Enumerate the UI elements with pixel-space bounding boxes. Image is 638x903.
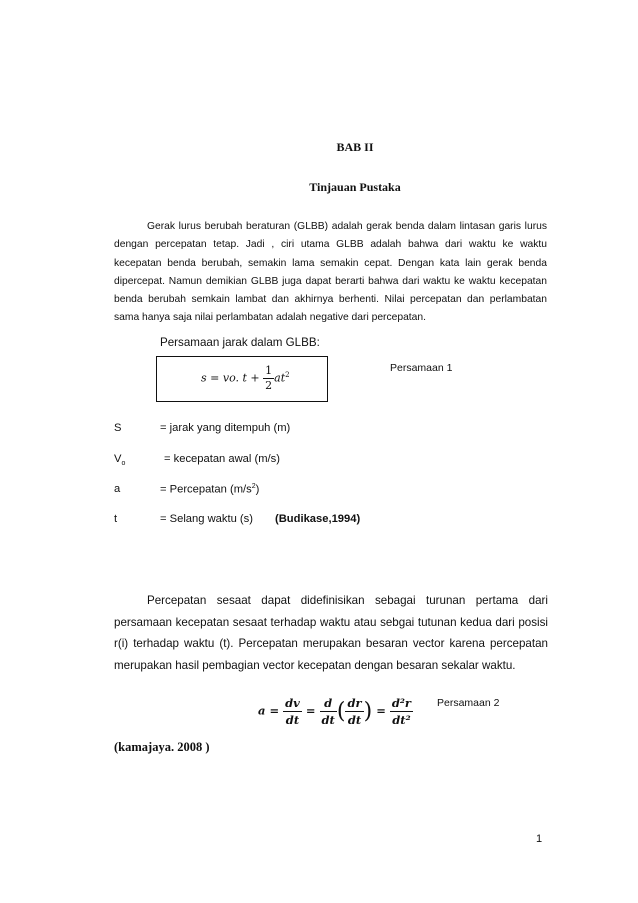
equation-2-left-paren: ( — [336, 699, 346, 724]
definition-description: = jarak yang ditempuh (m) — [160, 422, 291, 434]
equation-2-denominator: dt — [285, 713, 300, 727]
equation-2-numerator: dr — [347, 696, 362, 710]
definition-symbol-letter: V — [114, 453, 122, 465]
equation-2-equals: = — [305, 703, 316, 718]
definition-description — [160, 483, 259, 496]
equation-2-fraction — [283, 695, 302, 728]
definition-symbol: S — [114, 422, 122, 434]
equation-2-numerator: dv — [285, 696, 300, 710]
equation-1-exponent: 2 — [285, 370, 290, 379]
equation-1 — [201, 364, 290, 393]
chapter-title: BAB II — [336, 140, 374, 154]
equation-2-fraction — [320, 695, 337, 728]
equation-2-right-paren: ) — [363, 699, 373, 724]
equation-1-denominator: 2 — [265, 379, 273, 392]
section-title: Tinjauan Pustaka — [309, 180, 401, 194]
paragraph-percepatan — [114, 590, 548, 676]
equation-1-numerator: 1 — [265, 364, 273, 377]
equation-2-lhs: a = — [258, 703, 280, 718]
definition-description-tail: ) — [255, 483, 260, 496]
equation-2-numerator: d — [320, 695, 337, 712]
equation-2-denominator: dt — [321, 713, 335, 727]
equation-2-fraction — [345, 695, 363, 728]
equation-1-label: Persamaan 1 — [390, 362, 453, 374]
equation-2-denominator: dt² — [392, 713, 411, 727]
definition-unit-exponent: 2 — [251, 483, 256, 490]
equation-1-fraction — [263, 364, 274, 393]
equation-1-box — [156, 356, 328, 402]
equation-2-numerator: d²r — [391, 696, 411, 710]
definition-description: = Selang waktu (s) — [160, 513, 253, 525]
citation: (Budikase,1994) — [275, 513, 361, 525]
paragraph-glbb — [114, 218, 547, 328]
equation-2-denominator: dt — [347, 713, 362, 727]
equation-2-fraction — [390, 695, 413, 728]
definition-symbol-subscript: o — [121, 460, 126, 468]
equation-1-lhs: s = vo. t + — [201, 371, 260, 385]
definition-description: = kecepatan awal (m/s) — [164, 453, 280, 465]
paragraph-percepatan-text: Percepatan sesaat dapat didefinisikan sebagai turunan pertama dari persamaan kecepatan sesaat terhadap waktu atau sebgai tutunan kedua dari posisi r(i) terhadap waktu (t). Percepatan merupakan besaran vector karena percepatan merupakan hasil pembagian vector kecepatan dengan besaran sekalar waktu. — [114, 594, 548, 672]
citation-kamajaya: (kamajaya. 2008 ) — [114, 740, 210, 754]
page-number: 1 — [536, 833, 543, 845]
equation-1-intro: Persamaan jarak dalam GLBB: — [160, 336, 320, 349]
equation-1-tail: at — [274, 371, 286, 385]
definition-symbol — [114, 453, 125, 467]
equation-2-label: Persamaan 2 — [437, 697, 500, 709]
definition-description-text: = Percepatan (m/s — [160, 483, 252, 496]
equation-2 — [258, 695, 413, 728]
equation-2-equals: = — [376, 703, 386, 718]
definition-symbol: a — [114, 483, 121, 495]
paragraph-glbb-text: Gerak lurus berubah beraturan (GLBB) adalah gerak benda dalam lintasan garis lurus dengan percepatan tetap. Jadi , ciri utama GLBB adalah bahwa dari waktu ke waktu kecepatan benda berubah, semakin lama semakin cepat. Dengan kata lain gerak benda dipercepat. Namun demikian GLBB juga dapat berarti bahwa dari waktu ke waktu kecepatan benda berubah semkain lambat dan akhirnya berhenti. Nilai percepatan dan perlambatan sama hanya saja nilai perlambatan adalah negative dari percepatan. — [114, 221, 547, 324]
definition-symbol: t — [114, 513, 118, 525]
